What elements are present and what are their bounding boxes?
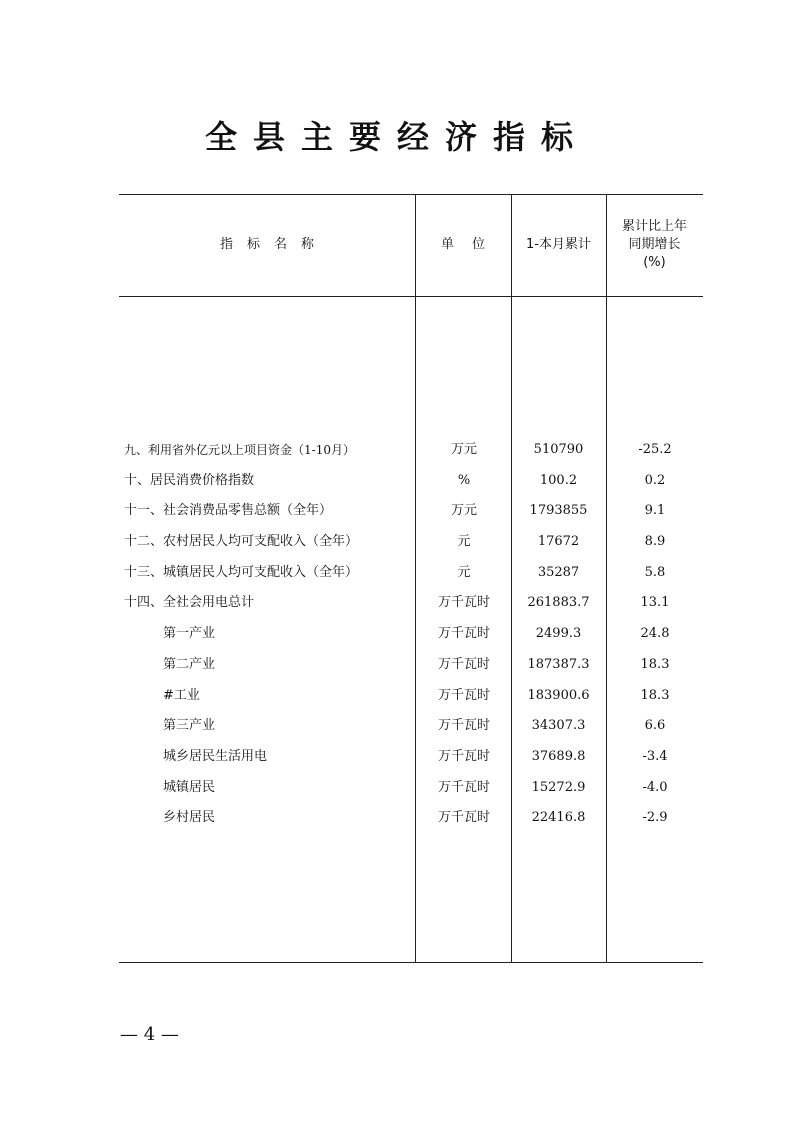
header-name — [119, 194, 415, 296]
table-row — [119, 466, 703, 497]
header-growth — [606, 194, 703, 296]
row-name: 城乡居民生活用电 — [163, 748, 268, 764]
row-growth: 18.3 — [640, 687, 670, 703]
row-name: 乡村居民 — [163, 810, 216, 826]
table-row — [119, 681, 703, 712]
row-cumulative: 35287 — [537, 564, 580, 580]
row-name: 十二、农村居民人均可支配收入（全年） — [124, 534, 359, 550]
table-row — [119, 773, 703, 804]
row-name: 十四、全社会用电总计 — [124, 595, 255, 611]
row-growth: -3.4 — [642, 748, 668, 764]
header-name-label: 指标名称 — [219, 237, 328, 252]
row-cumulative: 17672 — [537, 534, 580, 550]
row-unit: 元 — [457, 564, 471, 580]
row-growth: 8.9 — [644, 534, 666, 550]
row-cumulative: 100.2 — [539, 472, 578, 488]
row-unit: 万千瓦时 — [437, 595, 490, 611]
row-cumulative: 1793855 — [529, 503, 588, 519]
row-unit: 万千瓦时 — [437, 748, 490, 764]
table-row — [119, 588, 703, 619]
row-name: 第三产业 — [163, 718, 216, 734]
header-cumulative-label: 1-本月累计 — [526, 237, 591, 252]
header-growth-line1: 累计比上年 — [621, 219, 687, 234]
table-row — [119, 650, 703, 681]
row-cumulative: 37689.8 — [531, 748, 586, 764]
header-growth-line2: 同期增长 — [628, 237, 681, 252]
header-unit-label: 单位 — [440, 237, 503, 252]
table-row — [119, 496, 703, 527]
row-unit: 万千瓦时 — [437, 718, 490, 734]
row-name: #工业 — [163, 687, 200, 703]
page-title: 全县主要经济指标 — [204, 118, 589, 156]
row-cumulative: 2499.3 — [535, 626, 582, 642]
row-growth: -2.9 — [642, 810, 668, 826]
row-cumulative: 22416.8 — [531, 810, 586, 826]
table-row — [119, 619, 703, 650]
row-name: 十、居民消费价格指数 — [124, 472, 255, 488]
row-name: 第一产业 — [163, 626, 216, 642]
header-growth-line3: (%) — [643, 255, 666, 270]
row-unit: 万千瓦时 — [437, 656, 490, 672]
row-name: 十三、城镇居民人均可支配收入（全年） — [124, 564, 359, 580]
table-row — [119, 558, 703, 589]
table-row — [119, 435, 703, 466]
table-header-border — [119, 296, 703, 297]
header-unit — [415, 194, 511, 296]
row-growth: 13.1 — [640, 595, 670, 611]
row-growth: 6.6 — [644, 718, 666, 734]
row-name: 十一、社会消费品零售总额（全年） — [124, 503, 333, 519]
row-growth: -25.2 — [638, 442, 672, 457]
row-cumulative: 34307.3 — [531, 718, 586, 734]
row-name: 九、利用省外亿元以上项目资金（1-10月） — [124, 443, 355, 457]
table-row — [119, 803, 703, 834]
row-growth: 0.2 — [644, 472, 666, 488]
header-cumulative — [511, 194, 606, 296]
row-name: 城镇居民 — [163, 779, 216, 795]
row-cumulative: 510790 — [533, 442, 584, 457]
row-growth: 24.8 — [640, 626, 670, 642]
row-unit: 元 — [457, 534, 471, 550]
page-number: — 4 — — [120, 1024, 179, 1045]
table-bottom-border — [119, 962, 703, 963]
table-body — [119, 435, 703, 834]
table-row — [119, 742, 703, 773]
row-unit: 万千瓦时 — [437, 687, 490, 703]
row-cumulative: 261883.7 — [527, 595, 590, 611]
row-growth: 5.8 — [644, 564, 666, 580]
row-unit: % — [457, 472, 471, 488]
row-growth: 18.3 — [640, 656, 670, 672]
row-cumulative: 15272.9 — [531, 779, 586, 795]
row-unit: 万元 — [450, 442, 477, 457]
row-unit: 万千瓦时 — [437, 810, 490, 826]
row-growth: -4.0 — [642, 779, 668, 795]
row-cumulative: 183900.6 — [527, 687, 590, 703]
row-unit: 万千瓦时 — [437, 626, 490, 642]
row-growth: 9.1 — [644, 503, 666, 519]
table-row — [119, 527, 703, 558]
table-row — [119, 711, 703, 742]
row-cumulative: 187387.3 — [527, 656, 590, 672]
row-unit: 万元 — [450, 503, 477, 519]
row-name: 第二产业 — [163, 656, 216, 672]
row-unit: 万千瓦时 — [437, 779, 490, 795]
